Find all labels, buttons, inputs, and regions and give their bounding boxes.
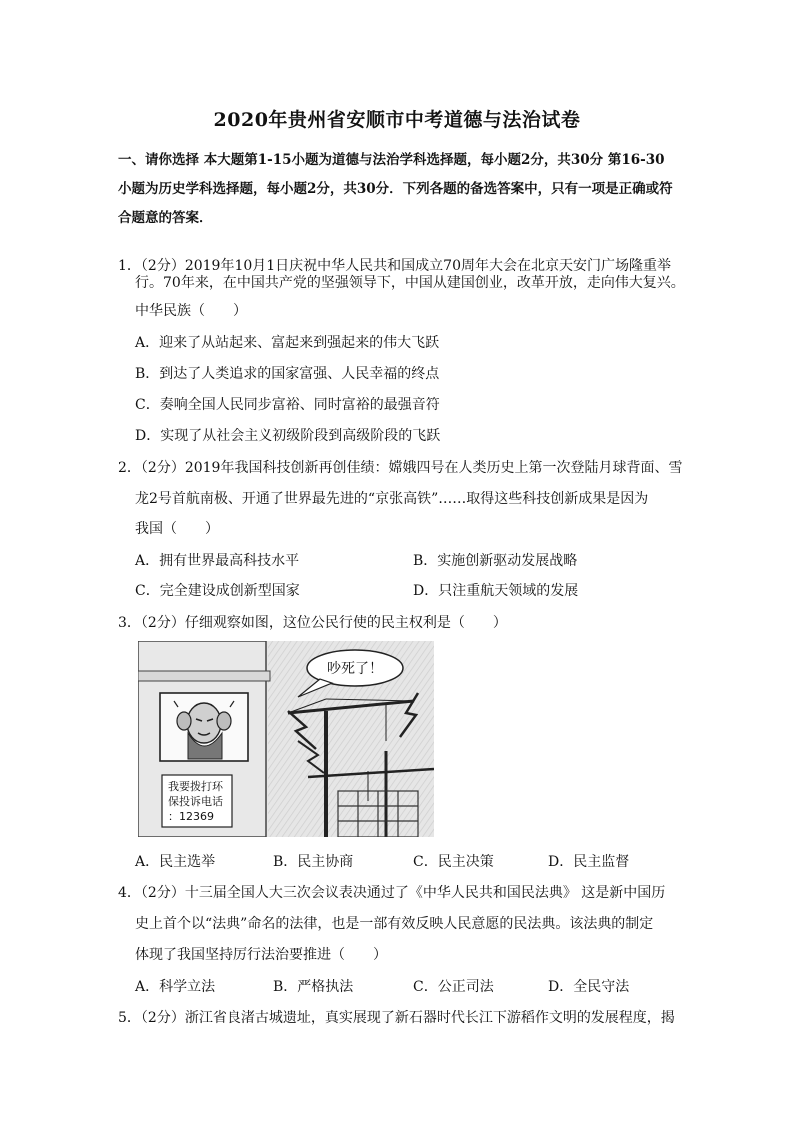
question-2-option-a[interactable]: A．拥有世界最高科技水平 [135, 553, 300, 569]
cartoon-illustration [138, 641, 434, 837]
question-4-line-3: 体现了我国坚持厉行法治要推进（ ） [135, 947, 387, 963]
sign-line-2: 保投诉电话 [168, 795, 223, 808]
section-header: 一、请你选择 本大题第1-15小题为道德与法治学科选择题，每小题2分，共30分 第16-30小题为历史学科选择题，每小题2分，共30分．下列各题的备选答案中，只有一项是正确或符合题意的答案． [118, 152, 673, 226]
question-5-line-1: 5．（2分）浙江省良渚古城遗址，真实展现了新石器时代长江下游稻作文明的发展程度，揭 [118, 1010, 675, 1026]
question-4-line-2: 史上首个以“法典”命名的法律，也是一部有效反映人民意愿的民法典。该法典的制定 [135, 916, 654, 932]
question-2-option-b[interactable]: B．实施创新驱动发展战略 [413, 553, 578, 569]
question-2-line-3: 我国（ ） [135, 521, 219, 537]
question-4-option-b[interactable]: B．严格执法 [273, 979, 354, 995]
sign-line-1: 我要拨打环 [168, 780, 223, 793]
question-2-option-c[interactable]: C．完全建设成创新型国家 [135, 583, 300, 599]
sign-line-3: ：12369 [168, 810, 214, 823]
question-1-line-3: 中华民族（ ） [135, 303, 247, 319]
question-1-option-a[interactable]: A．迎来了从站起来、富起来到强起来的伟大飞跃 [135, 335, 440, 351]
question-1-line-2: 行。70年来，在中国共产党的坚强领导下，中国从建国创业，改革开放，走向伟大复兴。 [135, 275, 685, 291]
question-1-option-b[interactable]: B．到达了人类追求的国家富强、人民幸福的终点 [135, 366, 440, 382]
question-4-option-a[interactable]: A．科学立法 [135, 979, 216, 995]
page-title: 2020年贵州省安顺市中考道德与法治试卷 [213, 109, 581, 131]
question-4-option-d[interactable]: D．全民守法 [548, 979, 630, 995]
question-3-option-d[interactable]: D．民主监督 [548, 854, 630, 870]
question-1-option-c[interactable]: C．奏响全国人民同步富裕、同时富裕的最强音符 [135, 397, 440, 413]
cartoon-figure [138, 641, 434, 837]
question-3-option-c[interactable]: C．民主决策 [413, 854, 494, 870]
question-2-line-1: 2．（2分）2019年我国科技创新再创佳绩：嫦娥四号在人类历史上第一次登陆月球背面、雪 [118, 460, 683, 476]
question-4-option-c[interactable]: C．公正司法 [413, 979, 494, 995]
speech-text: 吵死了！ [327, 661, 383, 677]
question-4-line-1: 4．（2分）十三届全国人大三次会议表决通过了《中华人民共和国民法典》 这是新中国历 [118, 885, 666, 901]
question-2-line-2: 龙2号首航南极、开通了世界最先进的“京张高铁”……取得这些科技创新成果是因为 [135, 491, 649, 507]
question-1-line-1: 1．（2分）2019年10月1日庆祝中华人民共和国成立70周年大会在北京天安门广场隆重举 [118, 258, 671, 274]
question-3-option-b[interactable]: B．民主协商 [273, 854, 354, 870]
question-2-option-d[interactable]: D．只注重航天领域的发展 [413, 583, 579, 599]
question-1-option-d[interactable]: D．实现了从社会主义初级阶段到高级阶段的飞跃 [135, 428, 441, 444]
question-3-line-1: 3．（2分）仔细观察如图，这位公民行使的民主权利是（ ） [118, 615, 507, 631]
question-3-option-a[interactable]: A．民主选举 [135, 854, 216, 870]
